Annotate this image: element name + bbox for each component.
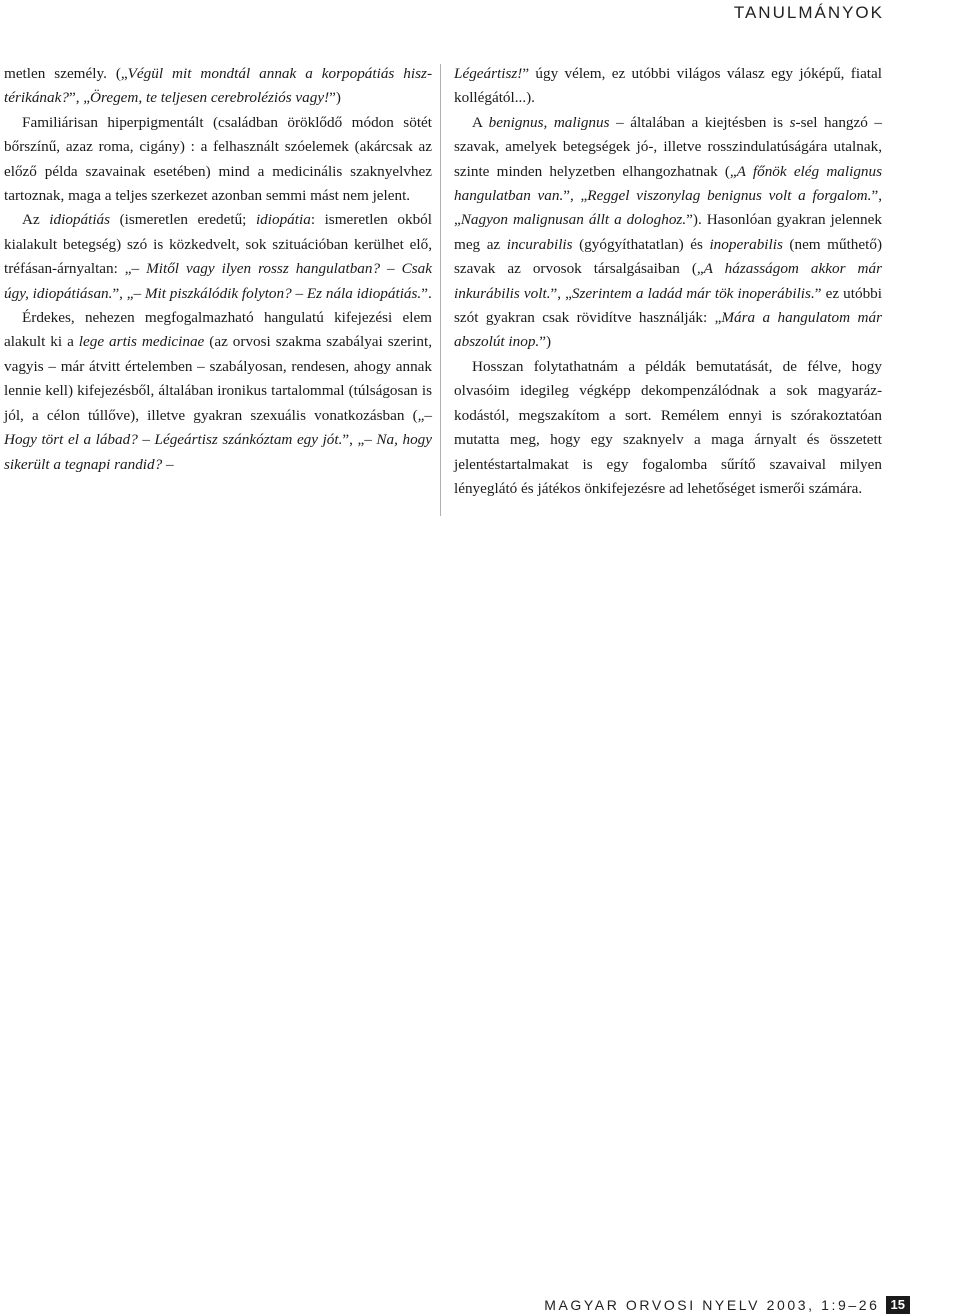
text-run: – általában a kiejtésben is	[609, 113, 790, 131]
paragraph-lege-artis	[4, 306, 432, 477]
text-run: metlen személy. („	[4, 65, 128, 82]
text-run: (gyógyíthatatlan) és	[572, 235, 710, 253]
text-run: ”)	[329, 89, 341, 107]
italic-phrase: Végül mit mondtál annak a korpopátiás hisztérikának?	[4, 65, 432, 107]
left-column	[4, 62, 432, 477]
text-run: Hosszan folytathatnám a példák bemutatását, de félve, hogy olvasóim idegileg végképp dekompenzálódnak a sok magyarázkodástól, megszakítom a sort. Remélem ennyi is szórakoztatóan mutatta meg, hogy egy szaknyelv a maga árnyalt és összetett jelentéstartalmakat is egy fogalomba sűrítő szavaival milyen lényeglátó és játékos önkifejezésre ad lehetőséget ismerői számára.	[454, 357, 882, 497]
journal-citation: MAGYAR ORVOSI NYELV 2003, 1:9–26	[544, 1297, 880, 1313]
italic-phrase: A főnök elég malignus hangulatban van.	[454, 162, 883, 205]
italic-phrase: Nagyon malignusan állt a dologhoz.	[460, 211, 687, 229]
text-run: ”, „	[68, 89, 91, 107]
italic-phrase: benignus, malignus	[488, 113, 610, 131]
text-run: (nem műthető) szavak az orvosok társalgásaiban („	[454, 235, 883, 278]
italic-phrase: – Na, hogy sikerült a tegnapi randid? –	[4, 431, 432, 473]
italic-phrase: A házasságom akkor már inkurábilis volt.	[454, 260, 882, 302]
text-run: ”, „	[454, 187, 882, 229]
text-run: Az	[22, 211, 50, 229]
italic-phrase: Mára a hangulatom már abszolút inop.	[454, 309, 882, 351]
text-run: -sel hangzó – szavak, amelyek betegségek jó-, illetve rosszindulatúságára utalnak, szinte minden helyzetben elhangozhatnak („	[454, 113, 882, 180]
italic-phrase: s	[789, 113, 796, 131]
text-run: ”, „	[563, 187, 588, 205]
text-run: ”, „	[112, 284, 134, 302]
paragraph-conclusion	[454, 355, 882, 501]
paragraph-benignus-malignus	[454, 111, 882, 355]
column-divider	[440, 64, 441, 516]
text-run: ” úgy vélem, ez utóbbi világos válasz egy jóképű, fiatal kollégától...).	[454, 65, 882, 107]
text-run: (az orvosi szakma szabályai szerint, vagyis – már átvitt értelemben – szabályosan, rendesen, ahogy annak lennie kell) kifejezésből, általában ironikus tartalommal (túlságosan is jól, a célon túllőve), illetve gyakran szexuális vonatkozásban („	[4, 333, 432, 424]
paragraph-idiopatias	[4, 208, 432, 306]
italic-phrase: Reggel viszonylag benignus volt a forgalom.	[587, 187, 872, 205]
section-label: TANULMÁNYOK	[733, 3, 884, 22]
text-run: ”, „	[550, 284, 572, 302]
text-run: A	[472, 113, 489, 131]
text-run: ”, „	[342, 431, 365, 449]
text-run: Familiárisan hiperpigmentált (családban öröklődő módon sötét bőrszínű, azaz roma, cigány) : a felhasznált szóelemek (akárcsak az előző példa szavainak esetében) mind a medicinális szaknyelvhez tartoznak, maga a teljes szerkezet azonban semmi mást nem jelent.	[4, 113, 432, 205]
italic-phrase: Szerintem a ladád már tök inoperábilis.	[571, 284, 815, 302]
text-run: Érdekes, nehezen megfogalmazható hangulatú kifejezési elem alakult ki a	[4, 309, 432, 351]
right-column	[454, 62, 882, 501]
italic-phrase: inoperabilis	[709, 235, 783, 253]
text-run: (ismeretlen eredetű;	[110, 211, 256, 229]
text-run: ”)	[539, 333, 552, 351]
paragraph-familiarisan	[4, 111, 432, 209]
italic-phrase: idiopátiás	[49, 211, 111, 229]
italic-phrase: idiopátia	[255, 211, 311, 229]
italic-phrase: Légeártisz!	[454, 65, 523, 82]
italic-phrase: – Mit piszkálódik folyton? – Ez nála idiopátiás.	[133, 284, 422, 302]
paragraph-continuation	[4, 62, 432, 111]
text-run: ” ez utóbbi szót gyakran csak rövidítve használják: „	[454, 284, 882, 327]
page-footer	[544, 1296, 910, 1314]
italic-phrase: – Mitől vagy ilyen rossz hangulatban? – Csak úgy, idiopátiásan.	[4, 260, 432, 302]
italic-phrase: Öregem, te teljesen cerebroléziós vagy!	[90, 89, 330, 107]
text-run: ”.	[421, 284, 432, 302]
page-number: 15	[886, 1296, 910, 1314]
italic-phrase: lege artis medicinae	[78, 333, 205, 351]
paragraph-legeartisz	[454, 62, 882, 111]
text-run: : ismeretlen okból kialakult betegség) szó is közkedvelt, sok szituációban kerülhet elő, tréfásan-árnyaltan: „	[4, 211, 432, 278]
italic-phrase: – Hogy tört el a lábad? – Légeártisz szánkóztam egy jót.	[4, 406, 432, 449]
italic-phrase: incurabilis	[506, 235, 573, 253]
text-run: ”). Hasonlóan gyakran jelennek meg az	[454, 211, 882, 253]
